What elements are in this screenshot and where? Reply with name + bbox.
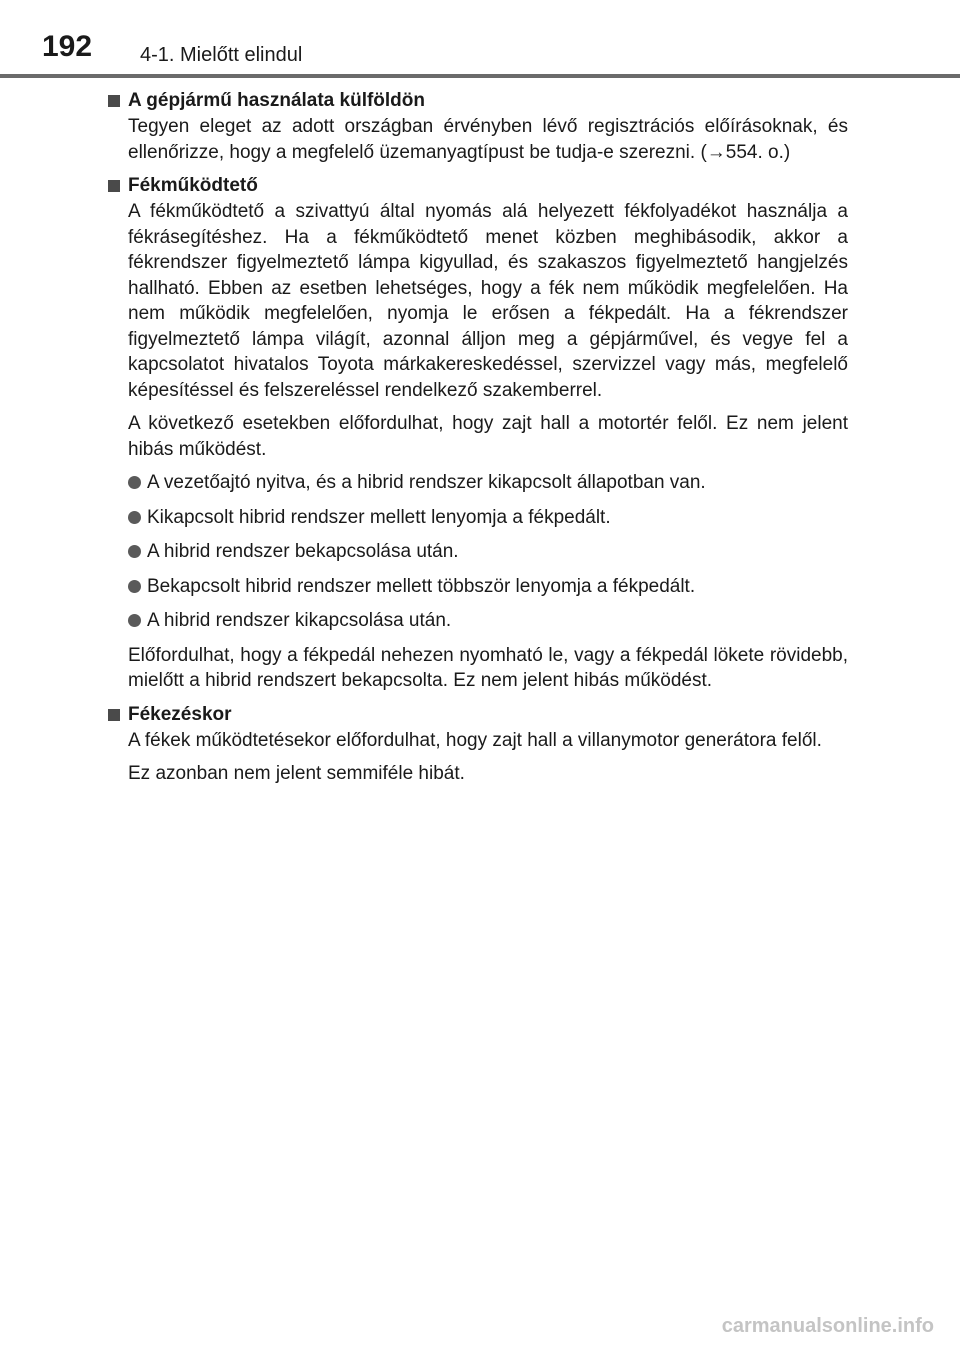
- list-item-text: Bekapcsolt hibrid rendszer mellett többször lenyomja a fékpedált.: [147, 575, 696, 597]
- circle-bullet-icon: [128, 614, 141, 627]
- heading-text: Fékezéskor: [128, 703, 232, 725]
- square-bullet-icon: [108, 95, 120, 107]
- circle-bullet-icon: [128, 580, 141, 593]
- list-item: [128, 539, 848, 565]
- list-item: [128, 608, 848, 634]
- page-number: 192: [42, 30, 93, 63]
- list-item: [128, 470, 848, 496]
- heading-text: Fékműködtető: [128, 175, 258, 196]
- list-item-text: A hibrid rendszer bekapcsolása után.: [147, 541, 459, 562]
- paragraph: A következő esetekben előfordulhat, hogy zajt hall a motortér felől. Ez nem jelent hibás működést.: [128, 413, 848, 460]
- circle-bullet-icon: [128, 476, 141, 489]
- heading-text: A gépjármű használata külföldön: [128, 90, 426, 111]
- circle-bullet-icon: [128, 511, 141, 524]
- paragraph: Tegyen eleget az adott országban érvényben lévő regisztrációs előírásoknak, és ellenőrizze, hogy a megfelelő üzemanyagtípust be tudja-e szerezni. (→554. o.): [128, 116, 848, 163]
- section-heading: [108, 173, 848, 199]
- section-heading: [108, 702, 848, 728]
- paragraph: Ez azonban nem jelent semmiféle hibát.: [128, 763, 465, 784]
- list-item-text: Kikapcsolt hibrid rendszer mellett lenyomja a fékpedált.: [147, 506, 611, 528]
- circle-bullet-icon: [128, 545, 141, 558]
- page-content: [108, 88, 848, 795]
- list-item: [128, 505, 848, 531]
- list-item: [128, 574, 848, 600]
- list-item-text: A hibrid rendszer kikapcsolása után.: [147, 610, 452, 631]
- section-heading: [108, 88, 848, 114]
- square-bullet-icon: [108, 180, 120, 192]
- paragraph: A fékműködtető a szivattyú által nyomás alá helyezett fékfolyadékot használja a fékrásegítéshez. Ha a fékműködtető menet közben meghibásodik, akkor a fékrendszer figyelmeztető lámpa kigyullad, és szakaszos figyelmeztető hangjelzés hallható. Ebben az esetben lehetséges, hogy a fék nem működik megfelelően. Ha nem működik megfelelően, nyomja le erősen a fékpedált. Ha a fékrendszer figyelmeztető lámpa világít, azonnal álljon meg a gépjárművel, és vegye fel a kapcsolatot hivatalos Toyota márkakereskedéssel, szervizzel vagy más, megfelelő képesítéssel és felszereléssel rendelkező szakemberrel.: [128, 201, 848, 401]
- watermark-text: carmanualsonline.info: [721, 1315, 934, 1337]
- section-title: 4-1. Mielőtt elindul: [140, 44, 303, 66]
- paragraph: A fékek működtetésekor előfordulhat, hogy zajt hall a villanymotor generátora felől.: [128, 729, 822, 751]
- square-bullet-icon: [108, 709, 120, 721]
- header-divider: [0, 74, 960, 78]
- paragraph: Előfordulhat, hogy a fékpedál nehezen nyomható le, vagy a fékpedál lökete rövidebb, mielőtt a hibrid rendszert bekapcsolta. Ez nem jelent hibás működést.: [128, 644, 848, 691]
- page-header: [0, 0, 960, 80]
- list-item-text: A vezetőajtó nyitva, és a hibrid rendszer kikapcsolt állapotban van.: [147, 472, 706, 493]
